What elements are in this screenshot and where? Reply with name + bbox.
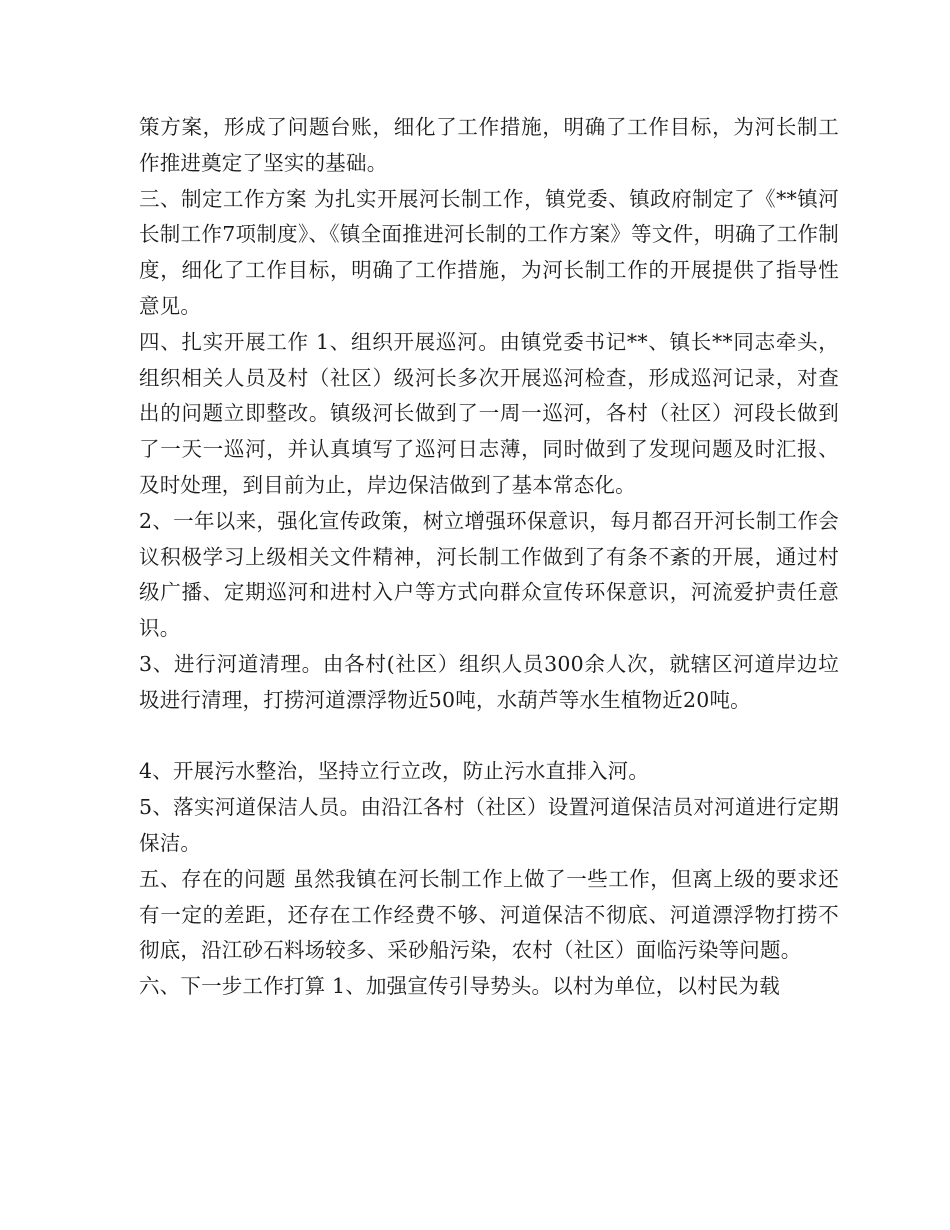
- paragraph-2: 三、制定工作方案 为扎实开展河长制工作，镇党委、镇政府制定了《**镇河长制工作7项制度》、《镇全面推进河长制的工作方案》等文件，明确了工作制度，细化了工作目标，明确了工作措施，为河长制工作的开展提供了指导性意见。: [139, 186, 839, 318]
- paragraph-6: 4、开展污水整治，坚持立行立改，防止污水直排入河。: [139, 759, 650, 784]
- paragraph-5: 3、进行河道清理。由各村(社区）组织人员300余人次，就辖区河道岸边垃圾进行清理，打捞河道漂浮物近50吨，水葫芦等水生植物近20吨。: [139, 651, 839, 712]
- paragraph-9: 六、下一步工作打算 1、加强宣传引导势头。以村为单位，以村民为载: [139, 974, 780, 999]
- paragraph-3: 四、扎实开展工作 1、组织开展巡河。由镇党委书记**、镇长**同志牵头，组织相关人员及村（社区）级河长多次开展巡河检查，形成巡河记录，对查出的问题立即整改。镇级河长做到了一周一巡河，各村（社区）河段长做到了一天一巡河，并认真填写了巡河日志薄，同时做到了发现问题及时汇报、及时处理，到目前为止，岸边保洁做到了基本常态化。: [139, 329, 839, 497]
- blank-line: [139, 719, 839, 755]
- paragraph-1: 策方案，形成了问题台账，细化了工作措施，明确了工作目标，为河长制工作推进奠定了坚实的基础。: [139, 115, 839, 175]
- paragraph-8: 五、存在的问题 虽然我镇在河长制工作上做了一些工作，但离上级的要求还有一定的差距，还存在工作经费不够、河道保洁不彻底、河道漂浮物打捞不彻底，沿江砂石料场较多、采砂船污染，农村（社区）面临污染等问题。: [139, 866, 839, 963]
- paragraph-4: 2、一年以来，强化宣传政策，树立增强环保意识，每月都召开河长制工作会议积极学习上级相关文件精神，河长制工作做到了有条不紊的开展，通过村级广播、定期巡河和进村入户等方式向群众宣传环保意识，河流爱护责任意识。: [139, 508, 839, 641]
- document-body: [139, 110, 839, 1005]
- paragraph-7: 5、落实河道保洁人员。由沿江各村（社区）设置河道保洁员对河道进行定期保洁。: [139, 795, 839, 855]
